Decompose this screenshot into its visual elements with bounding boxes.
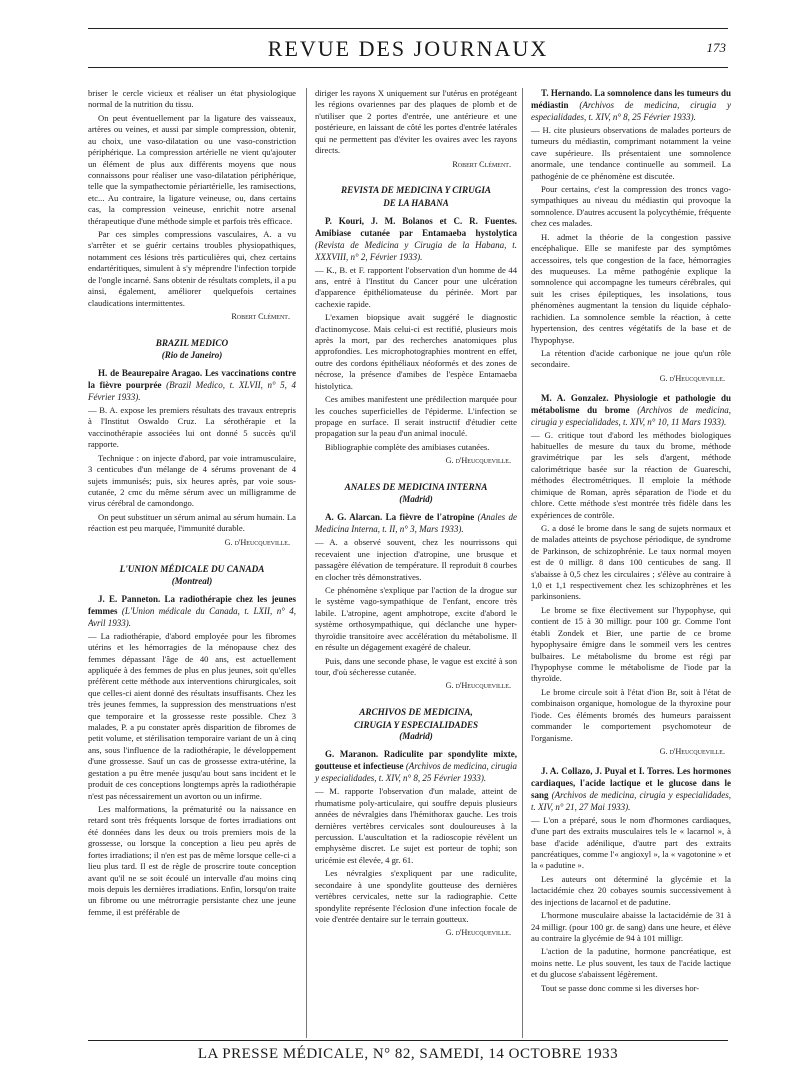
page-footer <box>88 1040 728 1066</box>
publication-line: LA PRESSE MÉDICALE, N° 82, SAMEDI, 14 OCTOBRE 1933 <box>197 1046 619 1062</box>
paragraph: — G. critique tout d'abord les méthodes biologiques habituelles de mesure du taux du brome, méthode gravimétrique par les sels d'argent, méthode calorimétrique basée sur la réaction de Guareschi, méthodes électrométriques. Il emploie la méthode chimique de Roman, après séparation de l'iode et du chlore. Cette méthode s'est montrée très fidèle dans les expériences de contrôle. <box>531 429 731 520</box>
paragraph: — M. rapporte l'observation d'un malade, atteint de rhumatisme poly-articulaire, qui souffre depuis plusieurs années de névralgies dans l'hémithorax gauche. Les trois dernières vertèbres cervicales sont douloureuses à la percussion. L'auscultation et la radioscopie révèlent un emphysème discret. Le sujet est porteur de tophi; son uricémie est élevée, 4 gr. 61. <box>315 786 517 865</box>
author-signature: G. d'Heucqueville. <box>224 537 290 547</box>
page-header <box>88 28 728 68</box>
paragraph: briser le cercle vicieux et réaliser un état physiologique normal de la nutrition du tissu. <box>88 88 296 110</box>
paragraph: Technique : on injecte d'abord, par voie intramusculaire, 3 centicubes d'un mélange de 4 sérums provenant de 4 sujets immunisés; puis, six heures après, par voie sous-cutanée, 2 cmc du même sérum avec un milligramme de virus cérébral de camondongo. <box>88 452 296 509</box>
author-signature: G. d'Heucqueville. <box>659 746 725 756</box>
paragraph: Tout se passe donc comme si les diverses hor- <box>541 982 700 993</box>
article-title: T. Hernando. La somnolence dans les tumeurs du médiastin (Archivos de medicina, cirugia y especialidades, t. XIV, n° 8, 25 Février 1933). <box>531 88 731 122</box>
author-signature: Robert Clément. <box>452 159 511 169</box>
paragraph: Les névralgies s'expliquent par une radiculite, secondaire à une spondylite goutteuse des dernières vertèbres cervicales, nette sur la radiographie. Cette spondylite représente l'éclosion d'une infection focale de voie d'entrée dentaire sur le terrain goutteux. <box>315 868 517 924</box>
paragraph: On peut substituer un sérum animal au sérum humain. La réaction est peu marquée, l'immunité durable. <box>88 511 296 534</box>
column-3 <box>522 88 731 1038</box>
paragraph: H. admet la théorie de la congestion passive encéphalique. Elle se manifeste par des symptômes accessoires, tels que congestion de la face, hémorragies des muqueuses. La même pathogénie explique la somnolence qui accompagne les tumeurs cérébrales, qui suit les crises épileptiques, les insolations, tous phénomènes augmentant la tension du liquide céphalo-rachidien. La somnolence semble la réaction, à cette hypertension, des centres végétatifs de la base et de l'hypophyse. <box>531 231 731 345</box>
journal-heading: L'UNION MÉDICALE DU CANADA <box>119 563 265 574</box>
paragraph: Le brome circule soit à l'état d'ion Br, soit à l'état de combinaison organique, homologue de la thyroxine pour l'iode. Ces éléments bromés des humeurs paraissent commander le comportement psychomoteur de l'organisme. <box>531 686 731 743</box>
paragraph: La rétention d'acide carbonique ne joue qu'un rôle secondaire. <box>531 347 731 370</box>
journal-location: (Madrid) <box>399 731 433 742</box>
paragraph: Les auteurs ont déterminé la glycémie et la lactacidémie chez 20 cobayes soumis successivement à des injections de lacarnol et de padutine. <box>531 873 731 907</box>
journal-location: DE LA HABANA <box>383 197 449 208</box>
journal-heading-line2: CIRUGIA Y ESPECIALIDADES <box>353 719 479 730</box>
paragraph: Ces amibes manifestent une prédilection marquée pour les couches superficielles de l'épiderme. L'infection se propage en surface. Il serait instructif d'étudier cette propagation sur la peau d'un animal inoculé. <box>315 394 517 439</box>
article-title: G. Maranon. Radiculite par spondylite mixte, goutteuse et infectieuse (Archivos de medicina, cirugia y especialidades, t. XIV, n° 8, 25 Février 1933). <box>315 749 517 784</box>
journal-heading: REVISTA DE MEDICINA Y CIRUGIA <box>340 185 492 196</box>
paragraph: L'hormone musculaire abaisse la lactacidémie de 31 à 24 milligr. (pour 100 gr. de sang) dans une heure, et élève au contraire la glycémie de 94 à 101 milligr. <box>531 910 731 943</box>
journal-heading: BRAZIL MEDICO <box>155 337 229 348</box>
journal-section-title: REVUE DES JOURNAUX <box>267 36 549 61</box>
journal-heading: ARCHIVOS DE MEDICINA, <box>359 707 473 718</box>
paragraph: — L'on a préparé, sous le nom d'hormones cardiaques, d'une part des extraits musculaires tels le « lacarnol », à base d'acide adénilique, d'autre part des extraits pancréatiques, comme l'« angioxyl », la « vagotonine » et la « padutine ». <box>531 814 731 871</box>
paragraph: Le brome se fixe électivement sur l'hypophyse, qui contient de 15 à 30 milligr. pour 100 gr. Comme l'ont établi Zondek et Bier, une partie de ce brome hypophysaire émigre dans le sommeil vers les centres bulbaires. Le métabolisme du brome est régi par l'hypophyse comme le métabolisme de l'iode par la thyroïde. <box>531 604 731 684</box>
article-title: M. A. Gonzalez. Physiologie et pathologie du métabolisme du brome (Archivos de medicina, cirugia y especialidades, t. XIV, n° 10, 11 Mars 1933). <box>531 392 731 427</box>
paragraph: L'action de la padutine, hormone pancréatique, est moins nette. Le plus souvent, les taux de l'acide lactique et du glucose s'abaissent légèrement. <box>531 946 731 980</box>
column-1 <box>88 88 296 1038</box>
journal-location: (Madrid) <box>399 494 433 505</box>
footer-rule <box>88 1040 728 1041</box>
author-signature: G. d'Heucqueville. <box>445 456 511 466</box>
article-title: J. E. Panneton. La radiothérapie chez les jeunes femmes (L'Union médicale du Canada, t. LXII, n° 4, Avril 1933). <box>88 593 296 628</box>
paragraph: diriger les rayons X uniquement sur l'utérus en protégeant les régions ovariennes par des plaques de plomb et de n'utiliser que 2 portes d'entrée, une antérieure et une postérieure, en laissant de côté les portes d'entrée latérales qui ne permettent pas d'éviter les ovaires avec les rayons directs. <box>315 88 517 156</box>
author-signature: G. d'Heucqueville. <box>445 681 511 691</box>
article-title: J. A. Collazo, J. Puyal et I. Torres. Les hormones cardiaques, l'acide lactique et le glucose dans le sang (Archivos de medicina, cirugia y especialidades, t. XIV, n° 21, 27 Mai 1933). <box>531 765 731 812</box>
article-title: H. de Beaurepaire Aragao. Les vaccinations contre la fièvre pourprée (Brazil Medico, t. XLVII, n° 5, 4 Février 1933). <box>88 368 296 403</box>
journal-heading: ANALES DE MEDICINA INTERNA <box>344 482 488 493</box>
paragraph: Par ces simples compressions vasculaires, A. a vu s'arrêter et se guérir certains troubles physiopathiques, notamment ces lésions très particulières qui, chez certains endartéritiques, simulent à s'y méprendre l'infection torpide de l'ongle incarné. Sans obtenir de résultats complets, il a pu ainsi, également, améliorer quelquefois certaines claudications intermittentes. <box>88 229 296 308</box>
paragraph: Pour certains, c'est la compression des troncs vago-sympathiques au niveau du médiastin qui provoque la somnolence. D'autres accusent la polycythémie, fréquente chez ces malades. <box>531 184 731 229</box>
column-2 <box>306 88 517 1038</box>
paragraph: Ce phénomène s'explique par l'action de la drogue sur le système vago-sympathique de l'enfant, encore très labile. L'atropine, agent amphotrope, excite d'abord le système orthosympathique, qui déclanche une hyper-thyroïdie transitoire avec accélération du métabolisme. Il en résulte un dégagement exagéré de chaleur. <box>315 585 517 653</box>
header-rule-top <box>88 28 728 29</box>
paragraph: On peut éventuellement par la ligature des vaisseaux, artères ou veines, et aussi par simple compression, obtenir, au choix, une vaso-dilatation ou une vaso-constriction périphérique. La compression artérielle ne vient qu'ajouter un élément de plus aux différents moyens que nous connaissons pour réaliser une vaso-dilatation périphérique, telle que la sympathectomie périartérielle, les ramisections, etc... Au contraire, la ligature veineuse, ou, dans certains cas, la compression veineuse, enrichit notre arsenal thérapeutique d'une méthode simple et parfois très efficace. <box>88 112 296 226</box>
journal-location: (Rio de Janeiro) <box>161 350 223 361</box>
header-rule-bottom <box>88 67 728 68</box>
page-number: 173 <box>706 40 726 55</box>
paragraph: Les malformations, la prématurité ou la naissance en retard sont très fréquents lorsque de fortes irradiations ont été données dans les deux ou trois premiers mois de la grossesse, ou lorsque la conception a lieu peu après de fortes irradiations; il n'en est pas de même lorsque celle-ci a lieu plus tard. Il est de règle de proscrire toute conception avant qu'il ne se soit écoulé un intervalle d'au moins cinq mois depuis les dernières irradiations. Enfin, lorsqu'on traite un fibrome ou une métrorragie persistante chez une jeune femme, il est préférable de <box>88 804 296 917</box>
journal-location: (Montreal) <box>171 575 213 586</box>
paragraph: — La radiothérapie, d'abord employée pour les fibromes utérins et les hémorragies de la ménopause chez des femmes dépassant l'âge de 40 ans, est actuellement appliquée à des femmes de plus en plus jeunes, soit qu'elles préfèrent cette méthode aux interventions chirurgicales, soit que celles-ci aient donné des résultats insuffisants. Chez les très jeunes femmes, la suppression des menstruations n'est que temporaire et la grossesse reste possible. Chez 3 malades, P. a pu constater après disparition de fibromes de petit volume, et stérilisation temporaire variant de un à cinq ans, sous l'influence de la radiothérapie, le développement d'une grossesse. Sauf un cas de grossesse extra-utérine, la gestation a pu être menée jusqu'au bout sans incident et le produit de ces conceptions longtemps après la radiothérapie n'est pas nécessairement un avorton ou un infirme. <box>88 630 296 801</box>
paragraph: — A. a observé souvent, chez les nourrissons qui recevaient une injection d'atropine, une brusque et passagère élévation de température. Il reproduit 8 courbes en clocher très démonstratives. <box>315 537 517 582</box>
author-signature: Robert Clément. <box>231 312 290 322</box>
paragraph: G. a dosé le brome dans le sang de sujets normaux et de malades atteints de psychose périodique, de syndrome de Parkinson, de schizophrénie. Le taux normal moyen est de 0 milligr. 8 dans 100 centicubes de sang. Il s'abaisse à 0,5 chez les circulaires ; s'élève au contraire à 1,0 et 1,1 respectivement chez les schizophrènes et les parkinsoniens. <box>531 522 731 602</box>
article-title: P. Kouri, J. M. Bolanos et C. R. Fuentes. Amibiase cutanée par Entamaeba hystolytica (Revista de Medicina y Cirugia de la Habana, t. XXXVIII, n° 2, Février 1933). <box>315 215 517 262</box>
article-title: A. G. Alarcan. La fièvre de l'atropine (Anales de Medicina Interna, t. II, n° 3, Mars 1933). <box>315 512 517 535</box>
paragraph: — H. cite plusieurs observations de malades porteurs de tumeurs du médiastin, comprimant notamment la veine cave supérieure. Ils présentaient une somnolence anormale, une tendance continuelle au sommeil. La pathogénie de ce phénomène est discutée. <box>531 124 731 181</box>
paragraph: L'examen biopsique avait suggéré le diagnostic d'actinomycose. Mais celui-ci est rectifié, plusieurs mois après la mort, par des recherches anatomiques plus approfondies. Les microphotographies montrent en effet, outre des cordons épithéliaux néoformés et des zones de nécrose, la présence d'amibes de l'espèce Entamaeba histolytica. <box>315 312 517 391</box>
paragraph: Bibliographie complète des amibiases cutanées. <box>325 441 490 452</box>
paragraph: Puis, dans une seconde phase, le vague est excité à son tour, d'où sécheresse cutanée. <box>315 655 517 677</box>
paragraph: — B. A. expose les premiers résultats des travaux entrepris à l'Institut Oswaldo Cruz. La sérothérapie et la vaccinothérapie associées lui ont donné 5 succès qu'il rapporte. <box>88 405 296 450</box>
paragraph: — K., B. et F. rapportent l'observation d'un homme de 44 ans, entré à l'Institut du Cancer pour une ulcération d'apparence épithéliomateuse du périnée. Mort par cachexie rapide. <box>315 264 517 309</box>
author-signature: G. d'Heucqueville. <box>445 928 511 938</box>
author-signature: G. d'Heucqueville. <box>659 373 725 383</box>
